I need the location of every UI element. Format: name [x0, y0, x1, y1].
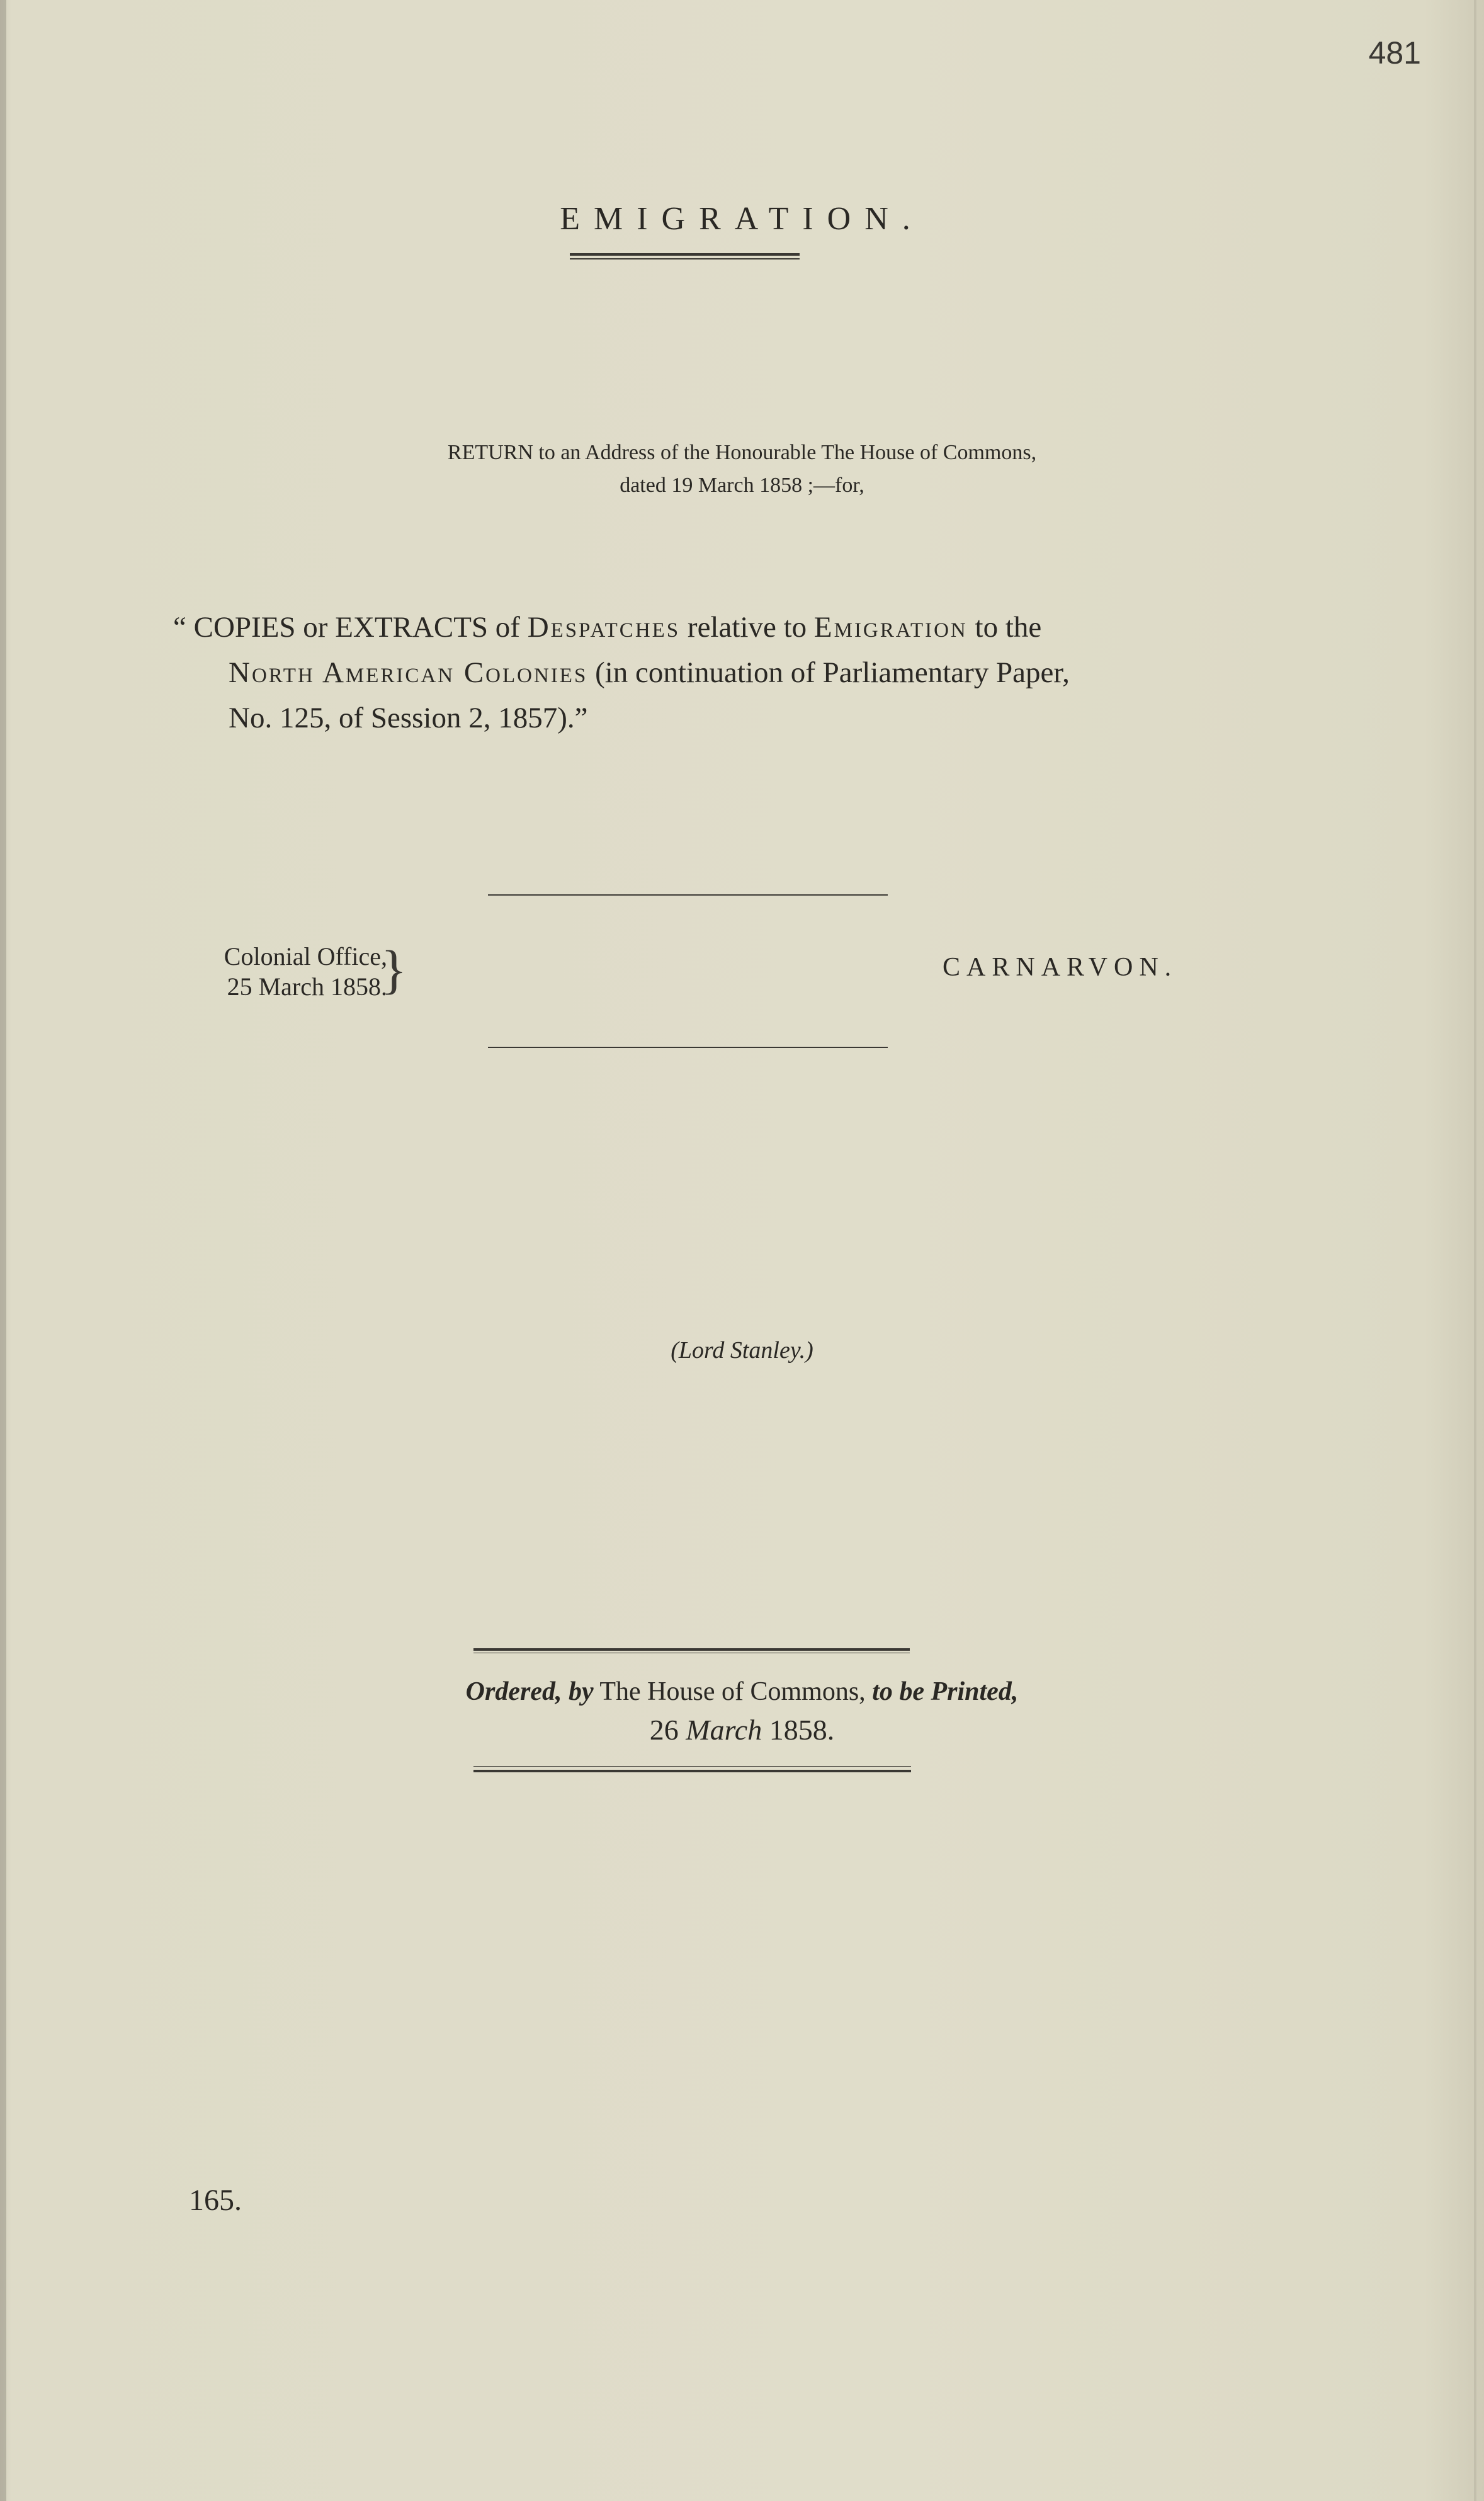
ordered-house: The House of Commons,	[593, 1677, 873, 1706]
sheet-number: 165.	[189, 2184, 242, 2217]
quote-colonies: North American Colonies	[229, 656, 588, 689]
quote-line-2	[173, 650, 1218, 695]
return-line-2: dated 19 March 1858 ;—for,	[620, 474, 864, 497]
title-rule	[570, 253, 800, 256]
address-quote	[173, 605, 1218, 741]
order-line	[0, 1677, 1484, 1707]
quote-to-the: to the	[967, 611, 1042, 644]
office-line-2: 25 March 1858.	[227, 972, 387, 1001]
signatory: CARNARVON.	[943, 953, 1178, 982]
title-rule-thin	[570, 258, 800, 259]
order-month: March	[686, 1714, 762, 1746]
quote-despatches: Despatches	[527, 611, 681, 644]
quote-open: “ COPIES or EXTRACTS of	[173, 611, 528, 644]
order-rule-bottom-thin	[473, 1766, 911, 1767]
ordered-printed: to be Printed,	[872, 1677, 1019, 1706]
page-number: 481	[1368, 35, 1421, 71]
order-date	[0, 1713, 1484, 1746]
ordered-by: Ordered, by	[465, 1677, 594, 1706]
order-rule-top	[473, 1648, 910, 1651]
page-edge	[1474, 0, 1476, 2501]
section-rule-lower	[488, 1047, 888, 1048]
order-year: 1858.	[762, 1714, 835, 1746]
section-rule-upper	[488, 894, 888, 896]
office-block	[189, 942, 387, 1002]
quote-emigration: Emigration	[813, 611, 968, 644]
mover-name: (Lord Stanley.)	[671, 1337, 813, 1364]
brace-glyph: }	[381, 939, 407, 1000]
binding-shadow	[0, 0, 6, 2501]
quote-line-3: No. 125, of Session 2, 1857).”	[229, 702, 588, 734]
return-line-1: RETURN to an Address of the Honourable The House of Commons,	[447, 441, 1037, 464]
document-title: EMIGRATION.	[560, 201, 924, 237]
office-line-1: Colonial Office,	[224, 942, 387, 971]
order-rule-bottom	[473, 1770, 911, 1772]
order-day: 26	[649, 1714, 686, 1746]
quote-continuation: (in continuation of Parliamentary Paper,	[587, 656, 1070, 689]
quote-relative: relative to	[680, 611, 814, 644]
